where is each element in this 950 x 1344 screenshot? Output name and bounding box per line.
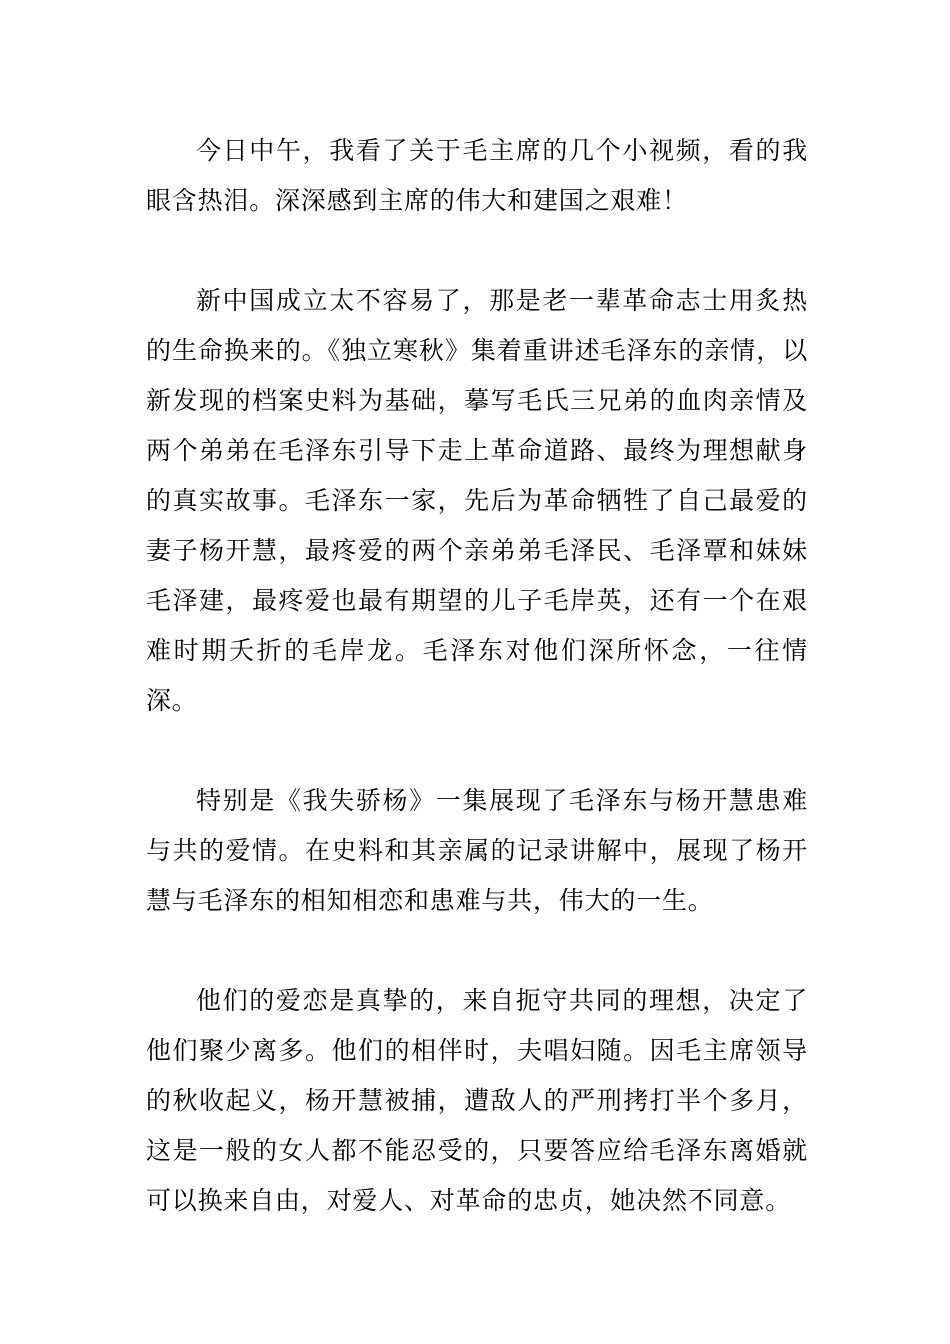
paragraph-gap	[146, 226, 808, 276]
paragraph-3: 特别是《我失骄杨》一集展现了毛泽东与杨开慧患难与共的爱情。在史料和其亲属的记录讲解中，展现了杨开慧与毛泽东的相知相恋和患难与共，伟大的一生。	[146, 786, 808, 915]
document-body	[146, 126, 808, 1226]
paragraph-gap	[146, 926, 808, 976]
paragraph-1: 今日中午，我看了关于毛主席的几个小视频，看的我眼含热泪。深深感到主席的伟大和建国之艰难！	[146, 136, 808, 215]
paragraph-2: 新中国成立太不容易了，那是老一辈革命志士用炙热的生命换来的。《独立寒秋》集着重讲述毛泽东的亲情，以新发现的档案史料为基础，摹写毛氏三兄弟的血肉亲情及两个弟弟在毛泽东引导下走上革命道路、最终为理想献身的真实故事。毛泽东一家，先后为革命牺牲了自己最爱的妻子杨开慧，最疼爱的两个亲弟弟毛泽民、毛泽覃和妹妹毛泽建，最疼爱也最有期望的儿子毛岸英，还有一个在艰难时期夭折的毛岸龙。毛泽东对他们深所怀念，一往情深。	[146, 286, 808, 715]
paragraph-gap	[146, 726, 808, 776]
paragraph-4: 他们的爱恋是真挚的，来自扼守共同的理想，决定了他们聚少离多。他们的相伴时，夫唱妇随。因毛主席领导的秋收起义，杨开慧被捕，遭敌人的严刑拷打半个多月，这是一般的女人都不能忍受的，只要答应给毛泽东离婚就可以换来自由，对爱人、对革命的忠贞，她决然不同意。	[146, 986, 808, 1215]
